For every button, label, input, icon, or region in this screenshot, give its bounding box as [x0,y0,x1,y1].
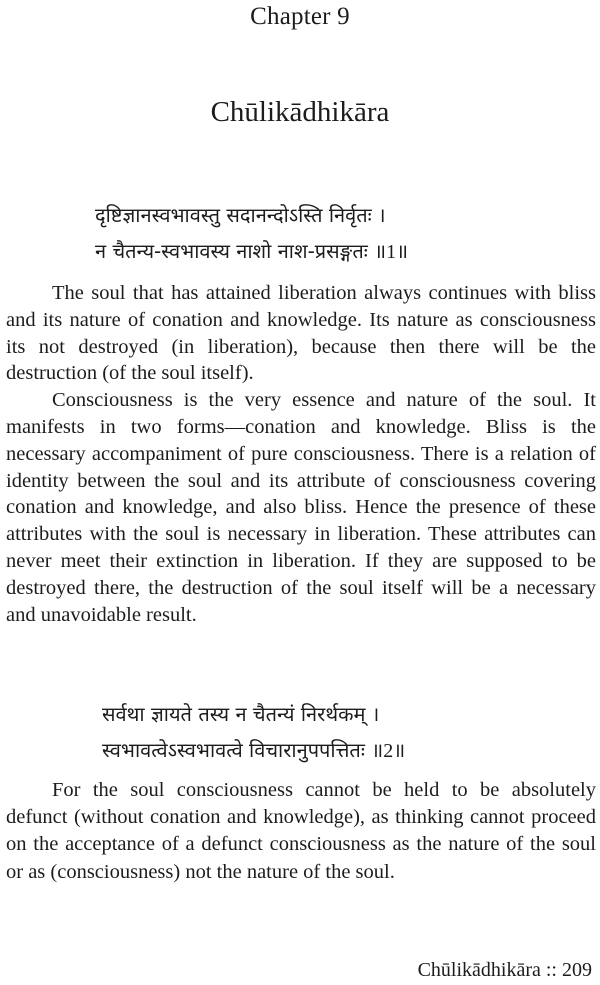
verse-2 [102,696,405,768]
chapter-heading: Chapter 9 [250,3,350,30]
verse-1 [95,197,408,269]
verse-2-line-1: सर्वथा ज्ञायते तस्य न चैतन्यं निरर्थकम् । [102,702,380,726]
verse-1-line-2 [95,233,408,269]
footer-separator: :: [545,959,557,981]
commentary-2 [6,777,596,886]
verse-1-line-1: दृष्टिज्ञानस्वभावस्तु सदानन्दोऽस्ति निर्वृतः । [95,203,386,227]
page-footer [418,957,592,983]
verse-2-number: ॥2॥ [371,740,406,762]
verse-2-line-2 [102,732,405,768]
verse-2-line-2-text: स्वभावत्वेऽस्वभावत्वे विचारानुपपत्तितः [102,738,365,762]
page-number: 209 [562,959,592,981]
commentary-2-translation: For the soul consciousness cannot be held to be absolutely defunct (without conation and knowledge), as thinking cannot proceed on the acceptance of a defunct consciousness as the nature of the soul or as (consciousness) not the nature of the soul. [6,779,596,883]
verse-1-line-2-text: न चैतन्य-स्वभावस्य नाशो नाश-प्रसङ्गतः [95,239,368,263]
running-title: Chūlikādhikāra [417,959,541,981]
commentary-1 [6,280,596,628]
commentary-1-translation: The soul that has attained liberation always continues with bliss and its nature of conation and knowledge. Its nature as consciousness its not destroyed (in liberation), because then there will be the destruction (of the soul itself). [6,282,596,385]
commentary-1-explanation: Consciousness is the very essence and nature of the soul. It manifests in two forms—conation and knowledge. Bliss is the necessary accompaniment of pure consciousness. There is a relation of identity between the soul and its attribute of consciousness covering conation and knowledge, and also bliss. Hence the presence of these attributes with the soul is necessary in liberation. These attributes can never meet their extinction in liberation. If they are supposed to be destroyed there, the destruction of the soul itself will be a necessary and unavoidable result. [6,389,596,626]
section-title: Chūlikādhikāra [210,96,390,128]
verse-1-number: ॥1॥ [374,241,409,263]
